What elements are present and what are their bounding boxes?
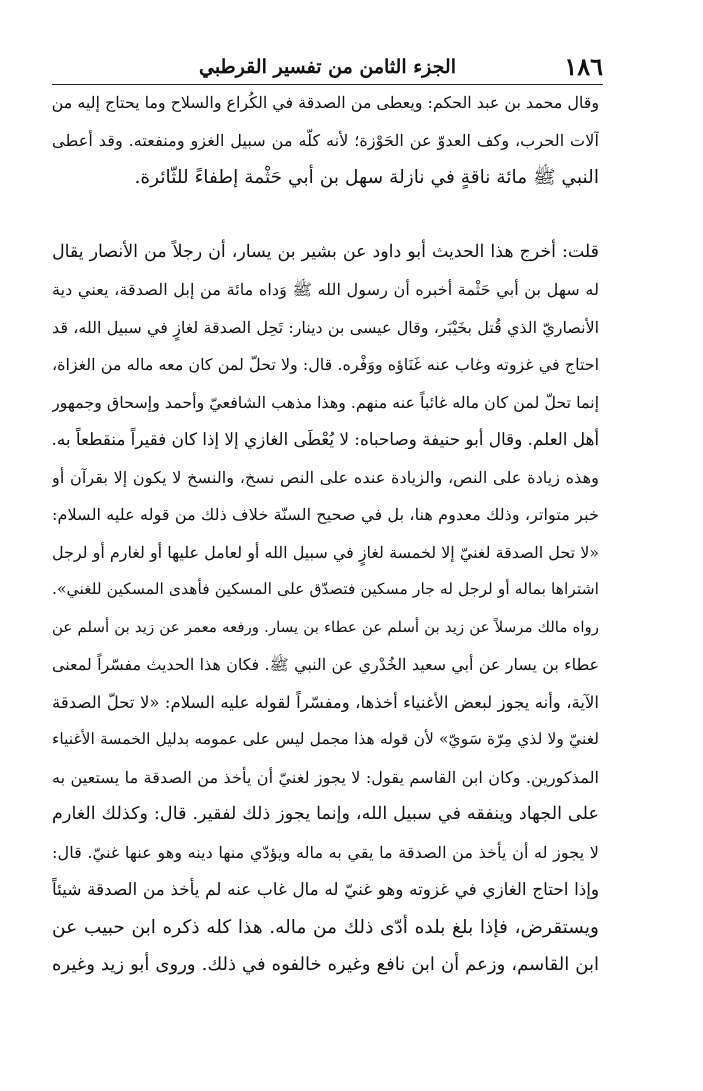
text-line: ويستقرض، فإذا بلغ بلده أدّى ذلك من ماله. هذا كله ذكره ابن حبيب عن	[52, 916, 599, 938]
text-line: اشتراها بماله أو لرجل له جار مسكين فتصدّق على المسكين فأهدى المسكين للغني».	[52, 580, 599, 598]
text-line: «لا تحل الصدقة لغنيّ إلا لخمسة لغازٍ في سبيل الله أو لعامل عليها أو لغارم أو لرجل	[52, 542, 599, 562]
paragraph-1	[52, 84, 599, 197]
text-line: الأنصاريّ الذي قُتل بخَيْبَر، وقال عيسى بن دينار: تَحِل الصدقة لغازٍ في سبيل الله، قد	[52, 317, 599, 337]
paragraph-gap	[52, 197, 599, 234]
body-text	[52, 84, 599, 984]
text-line: احتاج في غزوته وغاب عنه غَنَاؤه ووَفْره. قال: ولا تحلّ لمن كان معه ماله من الغزاة،	[52, 355, 599, 374]
text-line: رواه مالك مرسلاً عن زيد بن أسلم عن عطاء بن يسار. ورفعه معمر عن زيد بن أسلم عن	[52, 617, 599, 636]
paragraph-2	[52, 234, 599, 984]
text-line: له سهل بن أبي حَثْمة أخبره أن رسول الله ﷺ وَداه مائة من إبل الصدقة، يعني دية	[52, 280, 599, 299]
text-line: المذكورين. وكان ابن القاسم يقول: لا يجوز لغنيّ أن يأخذ من الصدقة ما يستعين به	[52, 767, 599, 787]
text-line: وهذه زيادة على النص، والزيادة عنده على النص نسخ، والنسخ لا يكون إلا بقرآن أو	[52, 467, 599, 487]
text-line: لغنيّ ولا لذي مِرّة سَويّ» لأن قوله هذا مجمل ليس على عمومه بدليل الخمسة الأغنياء	[52, 730, 599, 748]
page-number: ١٨٦	[564, 52, 603, 81]
text-line: ابن القاسم، وزعم أن ابن نافع وغيره خالفوه في ذلك. وروى أبو زيد وغيره	[52, 954, 599, 975]
text-line: عطاء بن يسار عن أبي سعيد الخُدْري عن النبي ﷺ. فكان هذا الحديث مفسّراً لمعنى	[52, 655, 599, 674]
text-line: وإذا احتاج الغازي في غزوته وهو غنيّ له مال غاب عنه لم يأخذ من الصدقة شيئاً	[52, 879, 599, 899]
text-line: النبي ﷺ مائة ناقةٍ في نازلة سهل بن أبي حَثْمة إطفاءً للثّائرة.	[134, 167, 599, 188]
text-line: وقال محمد بن عبد الحكم: ويعطى من الصدقة في الكُراع والسلاح وما يحتاج إليه من	[52, 93, 599, 112]
text-line: آلات الحرب، وكف العدوّ عن الحَوْزة؛ لأنه كلّه من سبيل الغزو ومنفعته. وقد أعطى	[52, 130, 599, 150]
text-line: على الجهاد وينفقه في سبيل الله، وإنما يجوز ذلك لفقير. قال: وكذلك الغارم	[52, 804, 599, 824]
text-line: لا يجوز له أن يأخذ من الصدقة ما يقي به ماله ويؤدّي منها دينه وهو عنها غنيّ. قال:	[52, 842, 599, 862]
text-line: خبر متواتر، وذلك معدوم هنا، بل في صحيح السنّة خلاف ذلك من قوله عليه السلام:	[52, 505, 599, 524]
text-line: أهل العلم. وقال أبو حنيفة وصاحباه: لا يُعْطَى الغازي إلا إذا كان فقيراً منقطعاً به.	[52, 429, 599, 449]
text-line: قلت: أخرج هذا الحديث أبو داود عن بشير بن يسار، أن رجلاً من الأنصار يقال	[52, 241, 599, 262]
text-line: إنما تحلّ لمن كان ماله غائباً عنه منهم. وهذا مذهب الشافعيّ وأحمد وإسحاق وجمهور	[52, 392, 599, 412]
text-line: الآية، وأنه يجوز لبعض الأغنياء أخذها، ومفسّراً لقوله عليه السلام: «لا تحلّ الصدقة	[52, 692, 599, 712]
running-header	[52, 50, 603, 85]
header-title: الجزء الثامن من تفسير القرطبي	[198, 56, 457, 78]
